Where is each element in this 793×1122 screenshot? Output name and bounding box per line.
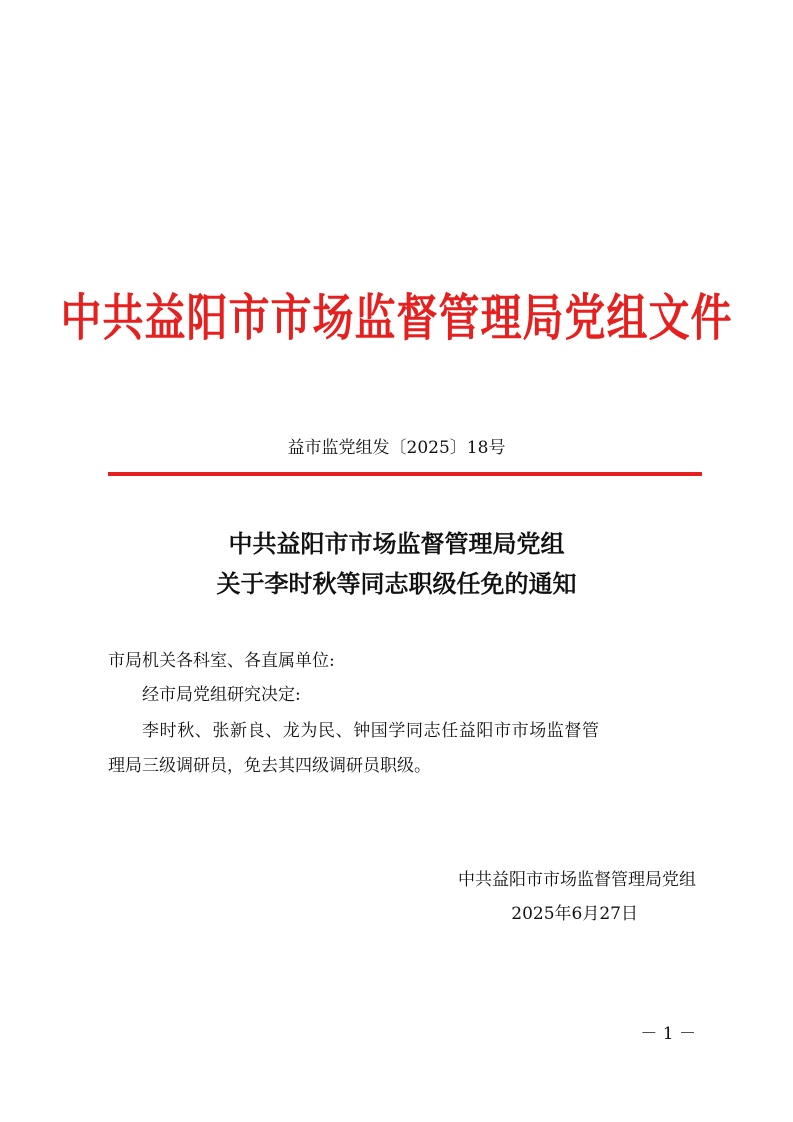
salutation: 市局机关各科室、各直属单位: [108, 651, 335, 671]
notice-title-line-2: 关于李时秋等同志职级任免的通知 [216, 570, 577, 598]
page-number: － 1 － [640, 1024, 696, 1044]
red-divider-line [108, 472, 702, 476]
document-number: 益市监党组发〔2025〕18号 [287, 438, 506, 458]
issue-date: 2025年6月27日 [511, 904, 638, 924]
notice-title-line-1: 中共益阳市市场监督管理局党组 [228, 530, 565, 558]
body-paragraph-2-line-1: 李时秋、张新良、龙为民、钟国学同志任益阳市市场监督管 [142, 721, 600, 741]
body-paragraph-2-line-2: 理局三级调研员，免去其四级调研员职级。 [108, 756, 431, 776]
body-paragraph-1: 经市局党组研究决定: [142, 685, 301, 705]
masthead-title: 中共益阳市市场监督管理局党组文件 [60, 288, 733, 348]
issuer-signature: 中共益阳市市场监督管理局党组 [458, 870, 696, 890]
